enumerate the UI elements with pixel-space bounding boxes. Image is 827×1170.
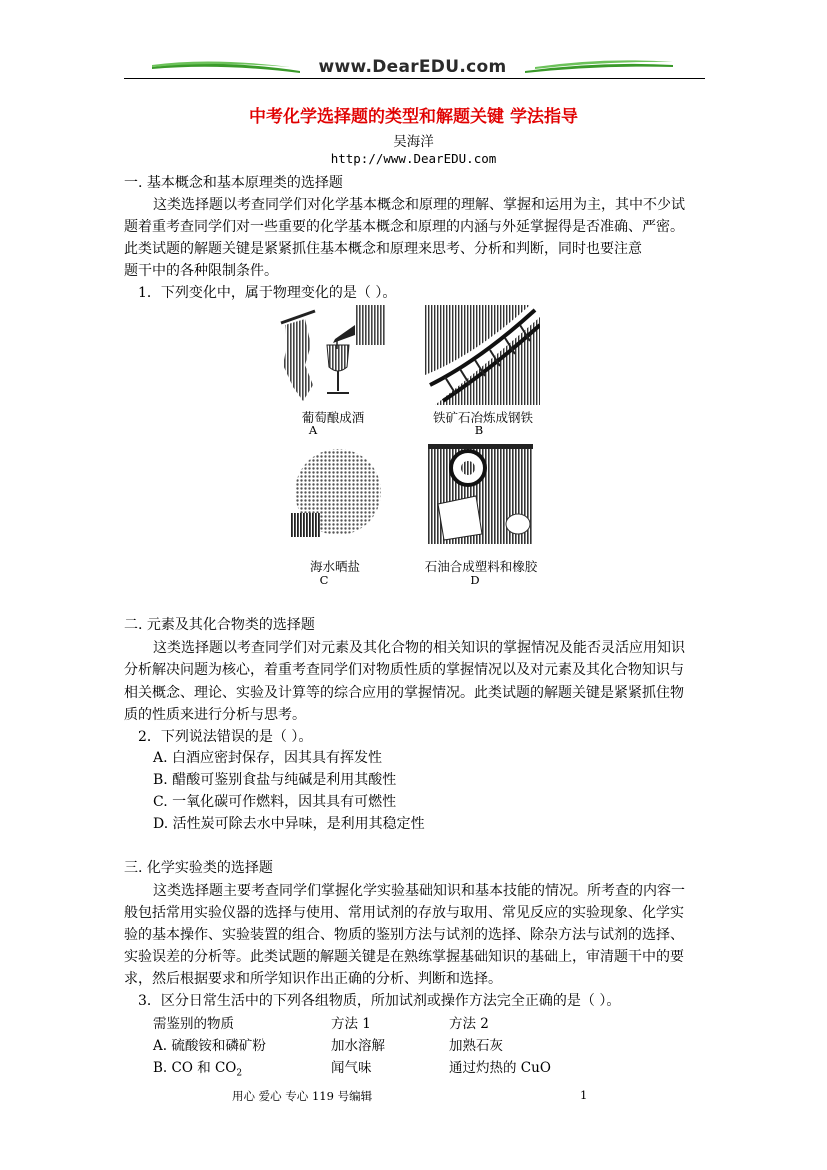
section-2-line-1: 这类选择题以考查同学们对元素及其化合物的相关知识的掌握情况及能否灵活应用知识: [153, 640, 685, 656]
footer-text: 用心 爱心 专心 119 号编辑: [232, 1089, 373, 1103]
question-2-option-b: B. 醋酸可鉴别食盐与纯碱是利用其酸性: [153, 772, 397, 788]
section-3-line-2: 般包括常用实验仪器的选择与使用、常用试剂的存放与取用、常见反应的实验现象、化学实: [124, 905, 684, 921]
section-1-line-4: 题干中的各种限制条件。: [124, 263, 278, 279]
section-1-line-3: 此类试题的解题关键是紧紧抓住基本概念和原理来思考、分析和判断，同时也要注意: [124, 241, 642, 257]
section-1-line-2: 题着重考查同学们对一些重要的化学基本概念和原理的内涵与外延掌握得是否准确、严密。: [124, 219, 684, 235]
table-row-a-method-1: 加水溶解: [331, 1038, 385, 1054]
table-row-b-method-1: 闻气味: [331, 1060, 372, 1076]
figure-a-caption: 葡萄酿成酒: [301, 410, 365, 425]
question-3-stem: 3．区分日常生活中的下列各组物质，所加试剂或操作方法完全正确的是（ ）。: [138, 993, 621, 1009]
table-row-b-substance-text: B. CO 和 CO: [153, 1060, 237, 1076]
table-header-method-1: 方法 1: [331, 1016, 371, 1032]
section-heading-2: 二. 元素及其化合物类的选择题: [124, 617, 315, 633]
banner-text[interactable]: www.DearEDU.com: [318, 57, 507, 77]
figure-b-letter: B: [474, 423, 484, 437]
figure-d-letter: D: [470, 573, 480, 587]
figure-c-caption: 海水晒盐: [309, 559, 360, 574]
figure-d-caption: 石油合成塑料和橡胶: [424, 559, 538, 574]
section-3-line-4: 实验误差的分析等。此类试题的解题关键是在熟练掌握基础知识的基础上，审清题干中的要: [124, 949, 684, 965]
figure-d-plastics-rubber: [428, 444, 533, 544]
section-2-line-2: 分析解决问题为核心，着重考查同学们对物质性质的掌握情况以及对元素及其化合物知识与: [124, 662, 684, 678]
figure-b-iron-steel: [425, 305, 540, 405]
header-banner: [150, 55, 675, 85]
section-2-line-3: 相关概念、理论、实验及计算等的综合应用的掌握情况。此类试题的解题关键是紧紧抓住物: [124, 685, 684, 701]
question-2-option-a: A. 白酒应密封保存，因其具有挥发性: [153, 750, 383, 766]
page-number: 1: [580, 1088, 588, 1102]
figure-c-sea-salt: [288, 447, 383, 542]
section-heading-3: 三. 化学实验类的选择题: [124, 860, 273, 876]
section-3-line-3: 验的基本操作、实验装置的组合、物质的鉴别方法与试剂的选择、除杂方法与试剂的选择、: [124, 927, 684, 943]
section-3-line-5: 求，然后根据要求和所学知识作出正确的分析、判断和选择。: [124, 971, 502, 987]
source-url[interactable]: http://www.DearEDU.com: [330, 151, 497, 166]
table-row-b-method-2: 通过灼热的 CuO: [449, 1060, 551, 1076]
figure-b-caption: 铁矿石冶炼成钢铁: [432, 410, 533, 425]
section-1-line-1: 这类选择题以考查同学们对化学基本概念和原理的理解、掌握和运用为主，其中不少试: [153, 197, 685, 213]
section-2-line-4: 质的性质来进行分析与思考。: [124, 707, 306, 723]
figure-a-grape-wine: [275, 305, 390, 405]
page-title: 中考化学选择题的类型和解题关键 学法指导: [249, 107, 578, 127]
table-header-method-2: 方法 2: [449, 1016, 489, 1032]
section-heading-1: 一. 基本概念和基本原理类的选择题: [124, 175, 343, 191]
question-2-option-c: C. 一氧化碳可作燃料，因其具有可燃性: [153, 794, 397, 810]
figure-a-letter: A: [308, 423, 318, 437]
table-header-substance: 需鉴别的物质: [153, 1016, 234, 1032]
co2-subscript: 2: [236, 1068, 243, 1079]
question-2-stem: 2．下列说法错误的是（ ）。: [138, 729, 313, 745]
question-2-option-d: D. 活性炭可除去水中异味，是利用其稳定性: [153, 816, 425, 832]
figure-c-letter: C: [319, 573, 329, 587]
table-row-b-substance: [153, 1056, 242, 1079]
table-row-a-method-2: 加熟石灰: [449, 1038, 503, 1054]
question-1-stem: 1．下列变化中，属于物理变化的是（ ）。: [138, 285, 397, 301]
section-3-line-1: 这类选择题主要考查同学们掌握化学实验基础知识和基本技能的情况。所考查的内容一: [153, 883, 685, 899]
author: 吴海洋: [393, 134, 434, 150]
table-row-a-substance: A. 硫酸铵和磷矿粉: [153, 1038, 266, 1054]
header-rule: [124, 78, 705, 79]
